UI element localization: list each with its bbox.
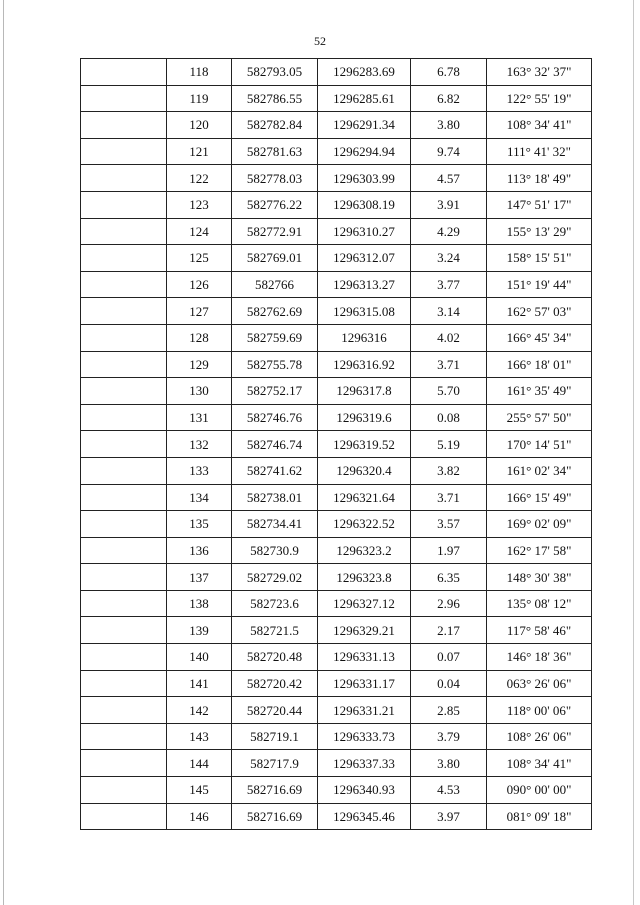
point-number-cell: 132 [167, 431, 232, 458]
x-coordinate-cell: 582759.69 [232, 324, 318, 351]
distance-cell: 2.17 [411, 617, 487, 644]
blank-cell [81, 245, 167, 272]
x-coordinate-cell: 582734.41 [232, 511, 318, 538]
table-row [81, 457, 592, 484]
blank-cell [81, 670, 167, 697]
table-row [81, 697, 592, 724]
y-coordinate-cell: 1296331.21 [318, 697, 411, 724]
distance-cell: 4.02 [411, 324, 487, 351]
x-coordinate-cell: 582772.91 [232, 218, 318, 245]
y-coordinate-cell: 1296313.27 [318, 271, 411, 298]
y-coordinate-cell: 1296322.52 [318, 511, 411, 538]
x-coordinate-cell: 582717.9 [232, 750, 318, 777]
x-coordinate-cell: 582746.74 [232, 431, 318, 458]
blank-cell [81, 511, 167, 538]
distance-cell: 3.57 [411, 511, 487, 538]
y-coordinate-cell: 1296323.8 [318, 564, 411, 591]
blank-cell [81, 298, 167, 325]
table-row [81, 723, 592, 750]
distance-cell: 3.97 [411, 803, 487, 830]
table-row [81, 564, 592, 591]
y-coordinate-cell: 1296283.69 [318, 59, 411, 86]
y-coordinate-cell: 1296315.08 [318, 298, 411, 325]
page-number: 52 [314, 34, 326, 48]
bearing-cell: 122° 55' 19" [487, 85, 592, 112]
y-coordinate-cell: 1296294.94 [318, 138, 411, 165]
distance-cell: 3.80 [411, 750, 487, 777]
blank-cell [81, 431, 167, 458]
blank-cell [81, 697, 167, 724]
table-row [81, 245, 592, 272]
blank-cell [81, 484, 167, 511]
distance-cell: 1.97 [411, 537, 487, 564]
table-row [81, 537, 592, 564]
point-number-cell: 138 [167, 590, 232, 617]
point-number-cell: 144 [167, 750, 232, 777]
distance-cell: 3.71 [411, 484, 487, 511]
y-coordinate-cell: 1296320.4 [318, 457, 411, 484]
table-row [81, 777, 592, 804]
point-number-cell: 120 [167, 112, 232, 139]
y-coordinate-cell: 1296308.19 [318, 191, 411, 218]
scan-edge-right [633, 0, 634, 905]
x-coordinate-cell: 582721.5 [232, 617, 318, 644]
x-coordinate-cell: 582719.1 [232, 723, 318, 750]
y-coordinate-cell: 1296340.93 [318, 777, 411, 804]
y-coordinate-cell: 1296291.34 [318, 112, 411, 139]
x-coordinate-cell: 582720.42 [232, 670, 318, 697]
coordinates-table-body [81, 59, 592, 830]
blank-cell [81, 644, 167, 671]
bearing-cell: 148° 30' 38" [487, 564, 592, 591]
table-row [81, 670, 592, 697]
table-row [81, 617, 592, 644]
bearing-cell: 169° 02' 09" [487, 511, 592, 538]
distance-cell: 3.71 [411, 351, 487, 378]
bearing-cell: 063° 26' 06" [487, 670, 592, 697]
bearing-cell: 117° 58' 46" [487, 617, 592, 644]
blank-cell [81, 404, 167, 431]
x-coordinate-cell: 582730.9 [232, 537, 318, 564]
table-row [81, 590, 592, 617]
bearing-cell: 147° 51' 17" [487, 191, 592, 218]
x-coordinate-cell: 582782.84 [232, 112, 318, 139]
bearing-cell: 155° 13' 29" [487, 218, 592, 245]
bearing-cell: 163° 32' 37" [487, 59, 592, 86]
point-number-cell: 131 [167, 404, 232, 431]
table-row [81, 750, 592, 777]
distance-cell: 3.77 [411, 271, 487, 298]
y-coordinate-cell: 1296331.17 [318, 670, 411, 697]
table-row [81, 165, 592, 192]
bearing-cell: 108° 34' 41" [487, 112, 592, 139]
table-row [81, 324, 592, 351]
x-coordinate-cell: 582720.48 [232, 644, 318, 671]
point-number-cell: 127 [167, 298, 232, 325]
scan-edge-left [3, 0, 4, 905]
point-number-cell: 130 [167, 378, 232, 405]
x-coordinate-cell: 582781.63 [232, 138, 318, 165]
x-coordinate-cell: 582755.78 [232, 351, 318, 378]
table-row [81, 191, 592, 218]
x-coordinate-cell: 582766 [232, 271, 318, 298]
point-number-cell: 122 [167, 165, 232, 192]
distance-cell: 2.96 [411, 590, 487, 617]
point-number-cell: 146 [167, 803, 232, 830]
blank-cell [81, 617, 167, 644]
table-row [81, 484, 592, 511]
distance-cell: 4.29 [411, 218, 487, 245]
distance-cell: 9.74 [411, 138, 487, 165]
y-coordinate-cell: 1296333.73 [318, 723, 411, 750]
distance-cell: 5.19 [411, 431, 487, 458]
table-row [81, 112, 592, 139]
y-coordinate-cell: 1296310.27 [318, 218, 411, 245]
bearing-cell: 108° 34' 41" [487, 750, 592, 777]
point-number-cell: 136 [167, 537, 232, 564]
y-coordinate-cell: 1296316 [318, 324, 411, 351]
table-row [81, 511, 592, 538]
point-number-cell: 135 [167, 511, 232, 538]
y-coordinate-cell: 1296317.8 [318, 378, 411, 405]
blank-cell [81, 191, 167, 218]
x-coordinate-cell: 582746.76 [232, 404, 318, 431]
y-coordinate-cell: 1296323.2 [318, 537, 411, 564]
y-coordinate-cell: 1296327.12 [318, 590, 411, 617]
x-coordinate-cell: 582720.44 [232, 697, 318, 724]
distance-cell: 6.82 [411, 85, 487, 112]
blank-cell [81, 112, 167, 139]
point-number-cell: 134 [167, 484, 232, 511]
point-number-cell: 121 [167, 138, 232, 165]
distance-cell: 0.04 [411, 670, 487, 697]
y-coordinate-cell: 1296312.07 [318, 245, 411, 272]
x-coordinate-cell: 582786.55 [232, 85, 318, 112]
blank-cell [81, 271, 167, 298]
point-number-cell: 123 [167, 191, 232, 218]
bearing-cell: 166° 45' 34" [487, 324, 592, 351]
y-coordinate-cell: 1296303.99 [318, 165, 411, 192]
bearing-cell: 151° 19' 44" [487, 271, 592, 298]
bearing-cell: 161° 35' 49" [487, 378, 592, 405]
blank-cell [81, 457, 167, 484]
bearing-cell: 146° 18' 36" [487, 644, 592, 671]
distance-cell: 2.85 [411, 697, 487, 724]
blank-cell [81, 803, 167, 830]
bearing-cell: 113° 18' 49" [487, 165, 592, 192]
blank-cell [81, 165, 167, 192]
point-number-cell: 133 [167, 457, 232, 484]
point-number-cell: 119 [167, 85, 232, 112]
point-number-cell: 139 [167, 617, 232, 644]
bearing-cell: 158° 15' 51" [487, 245, 592, 272]
y-coordinate-cell: 1296329.21 [318, 617, 411, 644]
y-coordinate-cell: 1296345.46 [318, 803, 411, 830]
blank-cell [81, 777, 167, 804]
point-number-cell: 143 [167, 723, 232, 750]
x-coordinate-cell: 582762.69 [232, 298, 318, 325]
x-coordinate-cell: 582778.03 [232, 165, 318, 192]
y-coordinate-cell: 1296319.52 [318, 431, 411, 458]
blank-cell [81, 85, 167, 112]
x-coordinate-cell: 582716.69 [232, 803, 318, 830]
table-row [81, 138, 592, 165]
x-coordinate-cell: 582793.05 [232, 59, 318, 86]
bearing-cell: 108° 26' 06" [487, 723, 592, 750]
bearing-cell: 090° 00' 00" [487, 777, 592, 804]
point-number-cell: 137 [167, 564, 232, 591]
blank-cell [81, 590, 167, 617]
bearing-cell: 166° 15' 49" [487, 484, 592, 511]
x-coordinate-cell: 582729.02 [232, 564, 318, 591]
y-coordinate-cell: 1296337.33 [318, 750, 411, 777]
bearing-cell: 255° 57' 50" [487, 404, 592, 431]
y-coordinate-cell: 1296321.64 [318, 484, 411, 511]
distance-cell: 3.79 [411, 723, 487, 750]
distance-cell: 3.82 [411, 457, 487, 484]
table-row [81, 271, 592, 298]
bearing-cell: 162° 57' 03" [487, 298, 592, 325]
distance-cell: 4.53 [411, 777, 487, 804]
table-row [81, 378, 592, 405]
bearing-cell: 111° 41' 32" [487, 138, 592, 165]
distance-cell: 5.70 [411, 378, 487, 405]
table-row [81, 298, 592, 325]
blank-cell [81, 723, 167, 750]
distance-cell: 3.80 [411, 112, 487, 139]
coordinates-table [80, 58, 592, 830]
table-row [81, 218, 592, 245]
point-number-cell: 118 [167, 59, 232, 86]
x-coordinate-cell: 582716.69 [232, 777, 318, 804]
y-coordinate-cell: 1296285.61 [318, 85, 411, 112]
blank-cell [81, 138, 167, 165]
x-coordinate-cell: 582769.01 [232, 245, 318, 272]
x-coordinate-cell: 582738.01 [232, 484, 318, 511]
point-number-cell: 126 [167, 271, 232, 298]
y-coordinate-cell: 1296319.6 [318, 404, 411, 431]
table-row [81, 803, 592, 830]
blank-cell [81, 378, 167, 405]
table-row [81, 644, 592, 671]
x-coordinate-cell: 582776.22 [232, 191, 318, 218]
y-coordinate-cell: 1296331.13 [318, 644, 411, 671]
bearing-cell: 118° 00' 06" [487, 697, 592, 724]
distance-cell: 0.08 [411, 404, 487, 431]
distance-cell: 6.35 [411, 564, 487, 591]
point-number-cell: 141 [167, 670, 232, 697]
distance-cell: 6.78 [411, 59, 487, 86]
table-row [81, 85, 592, 112]
distance-cell: 3.14 [411, 298, 487, 325]
bearing-cell: 081° 09' 18" [487, 803, 592, 830]
table-row [81, 351, 592, 378]
x-coordinate-cell: 582741.62 [232, 457, 318, 484]
point-number-cell: 140 [167, 644, 232, 671]
y-coordinate-cell: 1296316.92 [318, 351, 411, 378]
point-number-cell: 145 [167, 777, 232, 804]
point-number-cell: 125 [167, 245, 232, 272]
table-row [81, 431, 592, 458]
blank-cell [81, 218, 167, 245]
bearing-cell: 135° 08' 12" [487, 590, 592, 617]
distance-cell: 4.57 [411, 165, 487, 192]
bearing-cell: 166° 18' 01" [487, 351, 592, 378]
x-coordinate-cell: 582752.17 [232, 378, 318, 405]
blank-cell [81, 750, 167, 777]
point-number-cell: 128 [167, 324, 232, 351]
distance-cell: 3.91 [411, 191, 487, 218]
table-row [81, 59, 592, 86]
blank-cell [81, 564, 167, 591]
point-number-cell: 129 [167, 351, 232, 378]
point-number-cell: 124 [167, 218, 232, 245]
blank-cell [81, 59, 167, 86]
bearing-cell: 170° 14' 51" [487, 431, 592, 458]
table-row [81, 404, 592, 431]
x-coordinate-cell: 582723.6 [232, 590, 318, 617]
bearing-cell: 161° 02' 34" [487, 457, 592, 484]
distance-cell: 3.24 [411, 245, 487, 272]
point-number-cell: 142 [167, 697, 232, 724]
blank-cell [81, 537, 167, 564]
bearing-cell: 162° 17' 58" [487, 537, 592, 564]
blank-cell [81, 324, 167, 351]
distance-cell: 0.07 [411, 644, 487, 671]
blank-cell [81, 351, 167, 378]
